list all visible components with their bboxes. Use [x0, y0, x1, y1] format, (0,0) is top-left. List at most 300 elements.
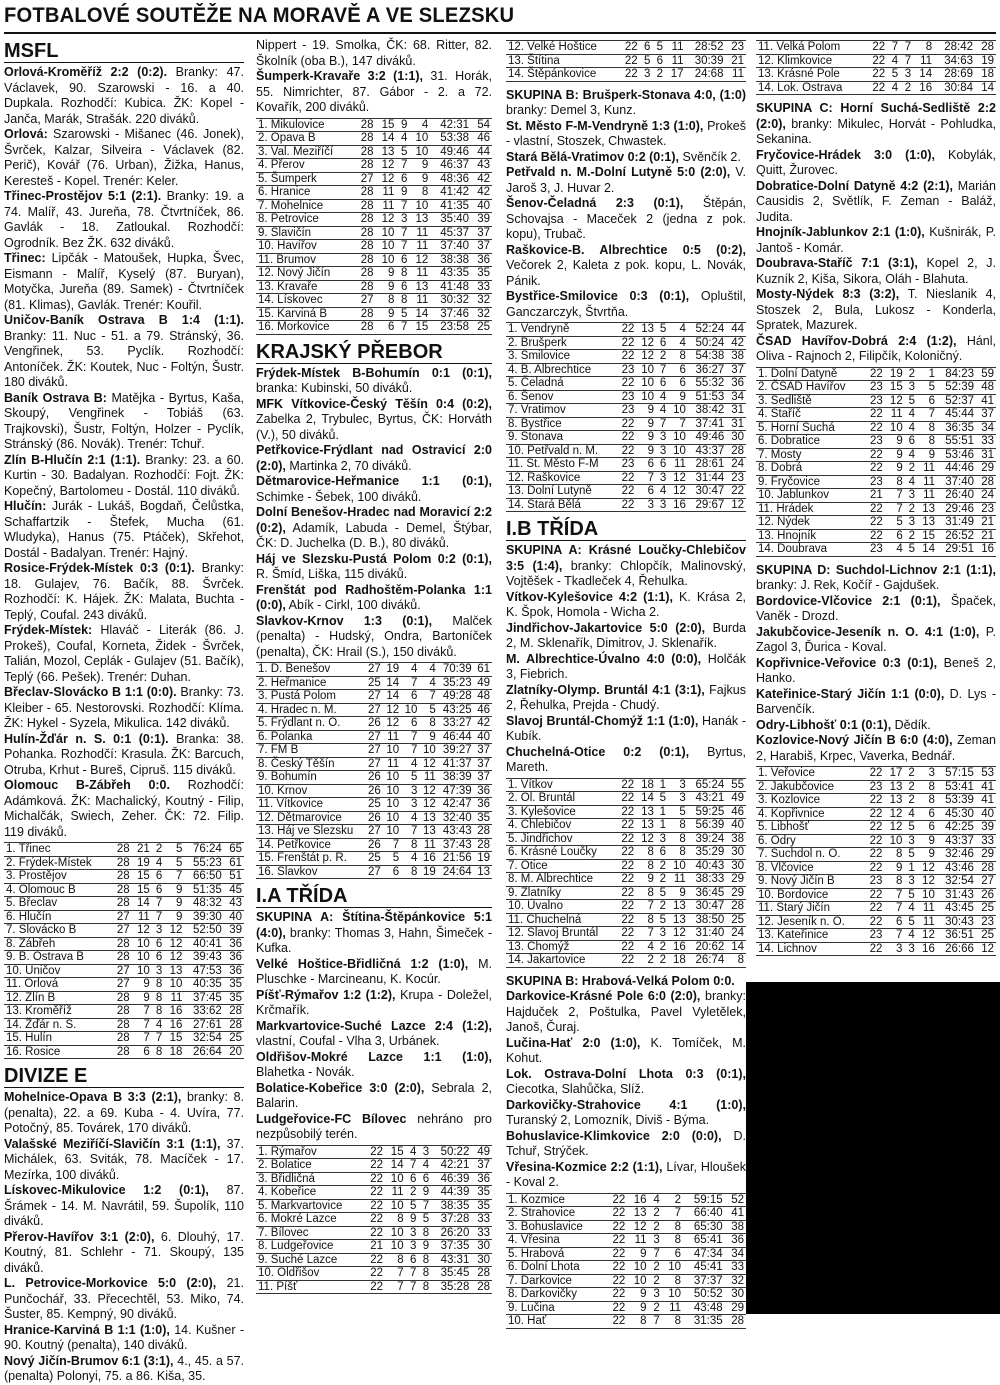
match-details: Krupa - Doležel, Krčmařík. — [256, 987, 492, 1017]
stat-cell: 22 — [617, 350, 637, 364]
match-details: Ciecotka, Slahůčka, Slíž. — [506, 1082, 645, 1096]
stat-cell: 46:39 — [431, 1172, 471, 1186]
stat-cell: 27 — [364, 703, 382, 717]
stat-cell: 17 — [665, 68, 685, 82]
stat-cell: 36 — [474, 784, 492, 798]
match-details: branka: Kubinski, 50 diváků. — [256, 381, 413, 395]
stat-cell: 13 — [884, 794, 904, 808]
table-row — [756, 381, 996, 395]
stat-cell: 30 — [726, 846, 746, 860]
group-scorers: branky: Mikulec, Horvát - Pohludka, Sekanina. — [756, 116, 996, 146]
stat-cell: 4 — [636, 940, 656, 954]
stat-cell: 36 — [726, 377, 746, 391]
team-name: 12. Jeseník n. O. — [756, 915, 864, 929]
stat-cell: 16 — [668, 940, 688, 954]
stat-cell: 12 — [636, 350, 656, 364]
team-name: 2. Opava B — [256, 132, 355, 146]
stat-cell: 3 — [904, 942, 916, 956]
stat-cell: 24:68 — [686, 68, 726, 82]
table-row — [256, 172, 492, 186]
match-report — [756, 148, 996, 179]
stat-cell: 10 — [668, 431, 688, 445]
stat-cell: 9 — [636, 431, 656, 445]
stat-cell: 31:43 — [937, 888, 976, 902]
stat-cell: 7 — [885, 502, 905, 516]
table-row — [4, 937, 244, 951]
stat-cell: 22 — [865, 367, 885, 381]
stat-cell: 40 — [726, 819, 746, 833]
stat-cell: 22 — [865, 421, 885, 435]
stat-cell: 22 — [617, 323, 637, 337]
stat-cell: 35 — [224, 978, 244, 992]
match-headline: Stará Bělá-Vratimov 0:2 (0:1), — [506, 149, 679, 164]
stat-cell: 22 — [865, 408, 885, 422]
stat-cell: 22 — [617, 336, 637, 350]
stat-cell: 29 — [976, 462, 996, 476]
stat-cell: 6 — [401, 690, 419, 704]
stat-cell: 12 — [376, 159, 397, 173]
stat-cell: 14 — [383, 676, 401, 690]
stat-cell: 22 — [364, 1267, 385, 1281]
team-name: 14. Jakartovice — [506, 954, 616, 968]
match-details: Lipčák - Matoušek, Hupka, Švec, Eismann - Malíř, Kyselý (87. Buryan), Motyčka, Jureňa (89. Samek) - Čtvrtníček (81. Klimas), Gavlák. Trenér: Kouřil. — [4, 251, 244, 312]
stat-cell: 6 — [656, 377, 668, 391]
stat-cell: 9 — [418, 1240, 431, 1254]
stat-cell: 30:47 — [688, 900, 726, 914]
stat-cell: 24:64 — [438, 865, 474, 879]
stat-cell: 41 — [725, 1207, 746, 1221]
team-name: 5. Čeladná — [506, 377, 617, 391]
table-row — [256, 253, 492, 267]
stat-cell: 9 — [376, 307, 397, 321]
match-report — [4, 778, 244, 840]
stat-cell: 40 — [976, 807, 996, 821]
stat-cell: 9 — [627, 1301, 648, 1315]
stat-cell: 25 — [726, 913, 746, 927]
table-row — [4, 1045, 244, 1059]
stat-cell: 27 — [364, 744, 382, 758]
table-row — [506, 1301, 746, 1315]
stat-cell: 22 — [606, 1315, 627, 1329]
group-title: SKUPINA A: Krásné Loučky-Chlebičov 3:5 (1:4), — [506, 543, 746, 573]
stat-cell: 33 — [471, 1213, 492, 1227]
team-name: 14. Petřkovice — [256, 838, 364, 852]
stat-cell: 7 — [152, 897, 164, 911]
stat-cell: 28 — [355, 307, 376, 321]
standings-table — [756, 766, 996, 956]
stat-cell: 10 — [164, 978, 184, 992]
table-row — [256, 240, 492, 254]
stat-cell: 13 — [636, 805, 656, 819]
stat-cell: 41:42 — [430, 186, 471, 200]
stat-cell: 3 — [904, 834, 916, 848]
match-headline: Bordovice-Vlčovice 2:1 (0:1), — [756, 593, 941, 608]
table-row — [756, 41, 996, 55]
stat-cell: 23 — [865, 381, 885, 395]
stat-cell: 2 — [656, 900, 668, 914]
standings-table — [256, 662, 492, 879]
stat-cell: 61 — [224, 856, 244, 870]
team-name: 3. Pustá Polom — [256, 690, 364, 704]
stat-cell: 28 — [474, 825, 492, 839]
stat-cell: 8 — [396, 267, 409, 281]
stat-cell: 11 — [409, 240, 430, 254]
stat-cell: 29:46 — [937, 502, 976, 516]
stat-cell: 45 — [224, 883, 244, 897]
stat-cell: 3 — [418, 1145, 431, 1159]
stat-cell: 4 — [419, 676, 437, 690]
stat-cell: 7 — [406, 1159, 419, 1173]
page-header — [4, 2, 996, 34]
stat-cell: 10 — [917, 888, 937, 902]
group-heading — [756, 563, 996, 594]
team-name: 7. Otice — [506, 859, 616, 873]
match-details: Schimke - Šebek, 100 diváků. — [256, 489, 422, 504]
stat-cell: 5 — [401, 771, 419, 785]
match-details: Burda 2, M. Sklenařík, Dimitrov, J. Sklenařík. — [506, 620, 746, 650]
stat-cell: 28 — [355, 321, 376, 335]
match-headline: Chuchelná-Otice 0:2 (0:1), — [506, 744, 690, 759]
team-name: 8. Zábřeh — [4, 937, 112, 951]
stat-cell: 46 — [474, 703, 492, 717]
group-heading — [756, 101, 996, 148]
team-name: 4. Olomouc B — [4, 883, 112, 897]
stat-cell: 14 — [376, 132, 397, 146]
stat-cell: 2 — [904, 794, 916, 808]
stat-cell: 39:43 — [184, 951, 223, 965]
stat-cell: 59 — [976, 367, 996, 381]
stat-cell: 5 — [905, 394, 917, 408]
match-report — [256, 614, 492, 661]
stat-cell: 7 — [419, 690, 437, 704]
table-row — [756, 821, 996, 835]
stat-cell: 36:27 — [688, 363, 726, 377]
stat-cell: 1 — [656, 778, 668, 792]
stat-cell: 7 — [885, 489, 905, 503]
stat-cell: 5 — [383, 852, 401, 866]
stat-cell: 22 — [616, 873, 636, 887]
stat-cell: 14 — [385, 1159, 406, 1173]
stat-cell: 12 — [627, 1220, 648, 1234]
stat-cell: 28 — [112, 1032, 132, 1046]
stat-cell: 28:42 — [934, 41, 975, 55]
stat-cell: 15 — [132, 870, 152, 884]
stat-cell: 37:45 — [184, 991, 223, 1005]
stat-cell: 4 — [905, 475, 917, 489]
team-name: 1. Kozmice — [506, 1193, 606, 1207]
stat-cell: 22 — [726, 485, 746, 499]
stat-cell: 11 — [917, 462, 937, 476]
stat-cell: 37:40 — [937, 475, 976, 489]
team-name: 9. Fryčovice — [756, 475, 865, 489]
stat-cell: 37 — [471, 1159, 492, 1173]
match-details: Opluštil, Ganczarczyk, Štvrtňa. — [506, 289, 746, 319]
stat-cell: 5 — [656, 913, 668, 927]
stat-cell: 4 — [905, 421, 917, 435]
match-headline: Kopřivnice-Veřovice 0:3 (0:1), — [756, 655, 938, 670]
stat-cell: 7 — [396, 199, 409, 213]
match-report — [506, 621, 746, 652]
table-row — [256, 1145, 492, 1159]
stat-cell: 31 — [726, 404, 746, 418]
stat-cell: 10 — [385, 1240, 406, 1254]
table-row — [756, 421, 996, 435]
match-headline: Třinec-Prostějov 5:1 (2:1). — [4, 189, 162, 203]
stat-cell: 6 — [640, 41, 653, 55]
stat-cell: 35:29 — [688, 846, 726, 860]
table-row — [506, 778, 746, 792]
team-name: 11. Vítkovice — [256, 798, 364, 812]
team-name: 14. Doubrava — [756, 543, 865, 557]
stat-cell: 2 — [904, 780, 916, 794]
table-row — [256, 811, 492, 825]
stat-cell: 16 — [668, 498, 688, 512]
match-report — [756, 594, 996, 625]
stat-cell: 22 — [865, 516, 885, 530]
stat-cell: 65:30 — [683, 1220, 725, 1234]
team-name: 10. Uničov — [4, 964, 112, 978]
stat-cell: 22 — [606, 1220, 627, 1234]
stat-cell: 9 — [396, 118, 409, 132]
stat-cell: 5 — [904, 821, 916, 835]
stat-cell: 10 — [662, 1261, 683, 1275]
stat-cell: 36 — [224, 964, 244, 978]
stat-cell: 22 — [616, 927, 636, 941]
stat-cell: 22 — [616, 913, 636, 927]
stat-cell: 26:74 — [688, 954, 726, 968]
stat-cell: 22 — [364, 1226, 385, 1240]
match-report — [756, 733, 996, 764]
stat-cell: 9 — [419, 730, 437, 744]
stat-cell: 14 — [975, 81, 996, 95]
team-name: 5. Markvartovice — [256, 1199, 364, 1213]
stat-cell: 10 — [885, 421, 905, 435]
stat-cell: 30 — [725, 1288, 746, 1302]
table-row — [506, 498, 746, 512]
match-headline: Frenštát pod Radhoštěm-Polanka 1:1 (0:0), — [256, 582, 492, 612]
table-row — [256, 663, 492, 677]
match-headline: Orlová-Kroměříž 2:2 (0:2). — [4, 65, 168, 79]
stat-cell: 12 — [668, 927, 688, 941]
stat-cell: 26:66 — [937, 942, 976, 956]
stat-cell: 22 — [617, 498, 637, 512]
stat-cell: 27 — [364, 690, 382, 704]
match-report — [4, 127, 244, 189]
stat-cell: 38:35 — [431, 1199, 471, 1213]
stat-cell: 44 — [726, 323, 746, 337]
table-row — [256, 784, 492, 798]
table-row — [256, 267, 492, 281]
stat-cell: 8 — [917, 780, 937, 794]
team-name: 11. St. Město F-M — [506, 458, 617, 472]
stat-cell: 48 — [474, 690, 492, 704]
stat-cell: 42:47 — [438, 798, 474, 812]
stat-cell: 4 — [401, 663, 419, 677]
stat-cell: 3 — [406, 1226, 419, 1240]
stat-cell: 27 — [364, 865, 382, 879]
stat-cell: 52:50 — [184, 924, 223, 938]
stat-cell: 28 — [355, 267, 376, 281]
stat-cell: 24 — [726, 458, 746, 472]
table-row — [256, 1172, 492, 1186]
table-row — [506, 1207, 746, 1221]
stat-cell: 22 — [606, 1207, 627, 1221]
match-details: Lívar, Hloušek - Koval 2. — [506, 1159, 746, 1189]
stat-cell: 9 — [396, 186, 409, 200]
stat-cell: 8 — [726, 954, 746, 968]
stat-cell: 28:61 — [688, 458, 726, 472]
stat-cell: 49 — [726, 792, 746, 806]
match-report — [506, 683, 746, 714]
stat-cell: 30 — [726, 431, 746, 445]
team-name: 9. Bohumín — [256, 771, 364, 785]
stat-cell: 8 — [418, 1253, 431, 1267]
team-name: 5. Šumperk — [256, 172, 355, 186]
team-name: 5. Hrabová — [506, 1247, 606, 1261]
table-row — [256, 213, 492, 227]
stat-cell: 35:28 — [431, 1280, 471, 1294]
stat-cell: 28 — [112, 1045, 132, 1059]
table-row — [506, 873, 746, 887]
match-headline: Petřvald n. M.-Dolní Lutyně 5:0 (2:0), — [506, 165, 731, 179]
stat-cell: 7 — [900, 41, 913, 55]
match-headline: Darkovičky-Strahovice 4:1 (1:0), — [506, 1097, 746, 1112]
stat-cell: 28 — [355, 226, 376, 240]
stat-cell: 4 — [887, 81, 900, 95]
stat-cell: 7 — [887, 41, 900, 55]
stat-cell: 2 — [905, 502, 917, 516]
team-name: 5. Libhošť — [756, 821, 864, 835]
stat-cell: 28:52 — [686, 41, 726, 55]
stat-cell: 12 — [917, 861, 937, 875]
group-heading — [506, 543, 746, 590]
stat-cell: 10 — [383, 784, 401, 798]
stat-cell: 7 — [656, 363, 668, 377]
stat-cell: 11 — [725, 68, 746, 82]
table-row — [506, 954, 746, 968]
stat-cell: 2 — [656, 954, 668, 968]
stat-cell: 15 — [385, 1145, 406, 1159]
standings-table — [756, 40, 996, 95]
match-details: Večorek 2, Kaleta z pok. kopu, L. Novák, Pánik. — [506, 258, 746, 288]
table-row — [506, 1247, 746, 1261]
table-row — [256, 703, 492, 717]
team-name: 9. B. Ostrava B — [4, 951, 112, 965]
match-details: Malček (penalta) - Hudský, Ondra, Bartoníček (penalta), ČK: Hrail (S.), 150 diváků. — [256, 613, 492, 659]
team-name: 14. Lichnov — [756, 942, 864, 956]
stat-cell: 3 — [636, 498, 656, 512]
team-name: 13. Chomýž — [506, 940, 616, 954]
stat-cell: 4 — [409, 118, 430, 132]
stat-cell: 28 — [355, 118, 376, 132]
stat-cell: 28 — [355, 145, 376, 159]
match-details: Hlaváč - Literák (86. J. Prokeš), Coufal, Korneta, Židek - Švrček, Talián, Mozol, Ceplák - Gulajev (51. Bačík), Teplý (66. Pešek). Trenér: Duhan. — [4, 623, 244, 684]
team-name: 4. Kobeřice — [256, 1186, 364, 1200]
match-details: Kobylák, Quitt, Žurovec. — [756, 147, 996, 177]
stat-cell: 7 — [649, 1247, 662, 1261]
stat-cell: 50:52 — [683, 1288, 725, 1302]
team-name: 1. Vendryně — [506, 323, 617, 337]
stat-cell: 22 — [616, 859, 636, 873]
match-headline: Slavkov-Krnov 1:3 (0:1), — [256, 613, 433, 628]
stat-cell: 23 — [864, 929, 884, 943]
match-headline: Rosice-Frýdek-Místek 0:3 (0:1). — [4, 561, 195, 575]
table-row — [756, 888, 996, 902]
stat-cell: 10 — [385, 1199, 406, 1213]
stat-cell: 8 — [152, 1045, 164, 1059]
match-report — [506, 1098, 746, 1129]
stat-cell: 6 — [396, 280, 409, 294]
table-row — [256, 865, 492, 879]
stat-cell: 6 — [406, 1172, 419, 1186]
stat-cell: 28 — [112, 991, 132, 1005]
team-name: 13. Dolní Lutyně — [506, 485, 617, 499]
stat-cell: 23 — [617, 390, 637, 404]
stat-cell: 51:53 — [688, 390, 726, 404]
match-details: Abík - Cirkl, 100 diváků. — [288, 598, 421, 612]
stat-cell: 8 — [385, 1213, 406, 1227]
section-heading: I.B TŘÍDA — [506, 518, 746, 541]
match-details: Zabelka 2, Trybulec, Byrtus, ČK: Horváth (V.), 50 diváků. — [256, 412, 492, 442]
stat-cell: 38:33 — [688, 873, 726, 887]
match-headline: L. Petrovice-Morkovice 5:0 (2:0), — [4, 1276, 217, 1290]
stat-cell: 45:30 — [937, 807, 976, 821]
stat-cell: 5 — [656, 886, 668, 900]
stat-cell: 39 — [976, 821, 996, 835]
stat-cell: 10 — [401, 703, 419, 717]
team-name: 2. Bolatice — [256, 1159, 364, 1173]
group-title: SKUPINA C: Horní Suchá-Sedliště 2:2 (2:0), — [756, 101, 996, 131]
stat-cell: 24 — [726, 927, 746, 941]
stat-cell: 8 — [627, 1315, 648, 1329]
stat-cell: 2 — [656, 859, 668, 873]
stat-cell: 6 — [152, 870, 164, 884]
group-scorers: branky: Thomas 3, Hahn, Šimeček - Kufka. — [256, 925, 492, 955]
stat-cell: 18 — [636, 778, 656, 792]
stat-cell: 16 — [917, 942, 937, 956]
team-name: 7. FM B — [256, 744, 364, 758]
stat-cell: 8 — [376, 294, 397, 308]
table-row — [756, 780, 996, 794]
match-report — [4, 313, 244, 391]
table-row — [506, 336, 746, 350]
stat-cell: 8 — [385, 1253, 406, 1267]
table-row — [256, 730, 492, 744]
team-name: 1. Vítkov — [506, 778, 616, 792]
stat-cell: 8 — [662, 1315, 683, 1329]
match-details: branky: 8. (penalta), 22. a 69. Kuba - 4. Uvíra, 77. Potočný, 85. Továrek, 170 diváků. — [4, 1090, 244, 1135]
table-row — [756, 929, 996, 943]
stat-cell: 43:35 — [430, 267, 471, 281]
stat-cell: 22 — [617, 431, 637, 445]
match-report — [256, 38, 492, 69]
stat-cell: 7 — [385, 1280, 406, 1294]
stat-cell: 6 — [396, 172, 409, 186]
table-row — [506, 846, 746, 860]
stat-cell: 37:46 — [430, 307, 471, 321]
team-name: 16. Slavkov — [256, 865, 364, 879]
team-name: 9. Stonava — [506, 431, 617, 445]
match-headline: MFK Vítkovice-Český Těšín 0:4 (0:2), — [256, 396, 492, 411]
section-heading: KRAJSKÝ PŘEBOR — [256, 341, 492, 364]
stat-cell: 22 — [617, 377, 637, 391]
stat-cell: 16 — [164, 1018, 184, 1032]
stat-cell: 8 — [636, 859, 656, 873]
match-report — [4, 189, 244, 251]
stat-cell: 11 — [164, 991, 184, 1005]
table-row — [506, 41, 746, 55]
team-name: 14. Žďár n. S. — [4, 1018, 112, 1032]
